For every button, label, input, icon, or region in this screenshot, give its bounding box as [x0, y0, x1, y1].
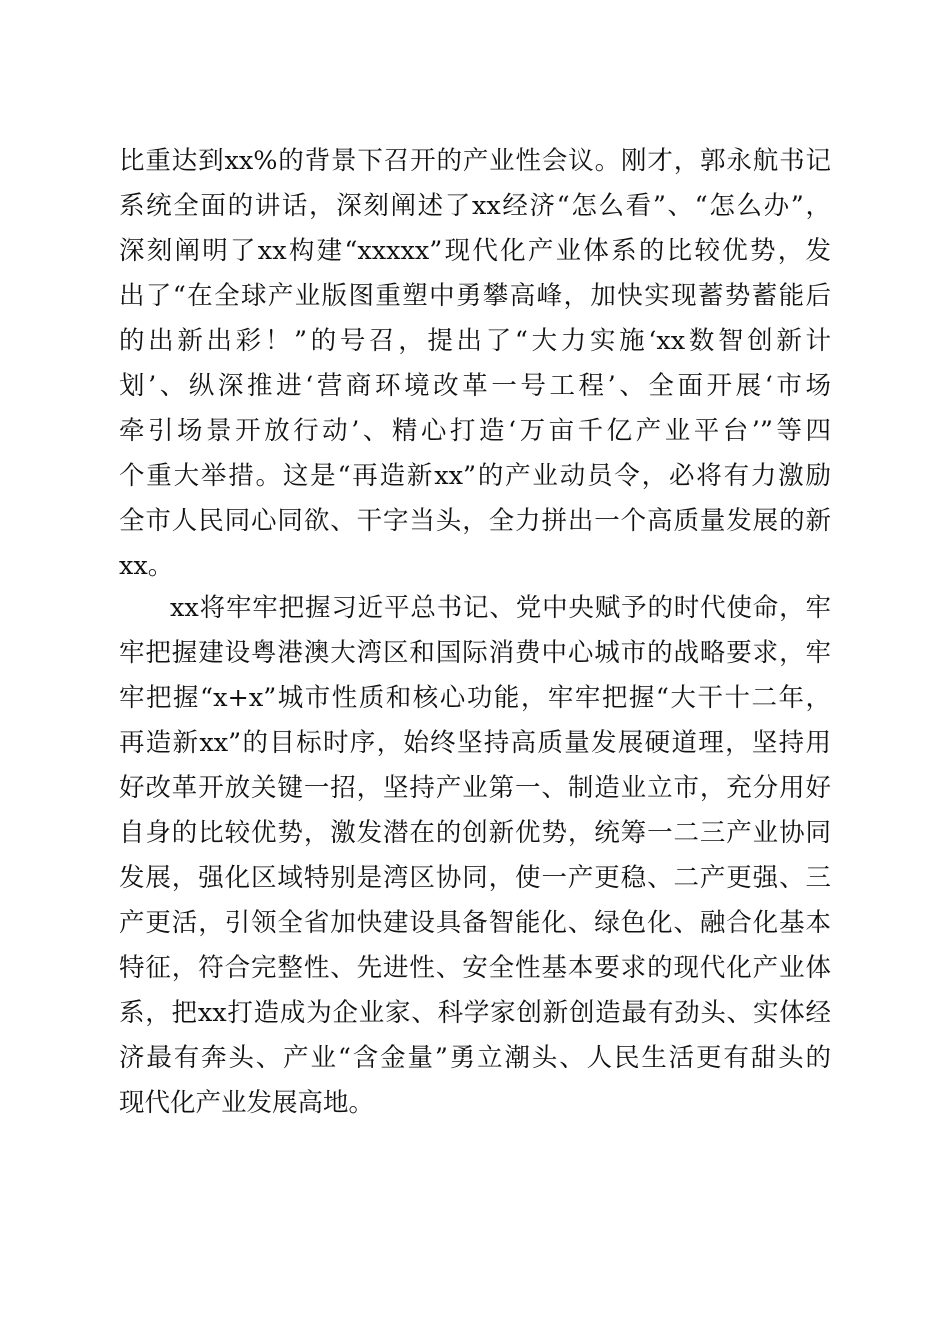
paragraph-line: 济最有奔头、产业“含金量”勇立潮头、人民生活更有甜头的: [119, 1043, 831, 1073]
paragraph-line: 发展，强化区域特别是湾区协同，使一产更稳、二产更强、三: [119, 863, 831, 893]
paragraph-line: 全市人民同心同欲、干字当头，全力拼出一个高质量发展的新: [119, 506, 831, 536]
paragraph-line: 自身的比较优势，激发潜在的创新优势，统筹一二三产业协同: [119, 818, 831, 848]
paragraph-line: 划’、纵深推进‘营商环境改革一号工程’、全面开展‘市场: [119, 371, 831, 401]
paragraph-line: 系统全面的讲话，深刻阐述了xx经济“怎么看”、“怎么办”，: [119, 191, 831, 221]
paragraph-line: 比重达到xx%的背景下召开的产业性会议。刚才，郭永航书记: [119, 146, 831, 176]
paragraph-line: 好改革开放关键一招，坚持产业第一、制造业立市，充分用好: [119, 773, 831, 803]
paragraph-line: xx。: [119, 551, 174, 581]
paragraph-line: 再造新xx”的目标时序，始终坚持高质量发展硬道理，坚持用: [119, 728, 831, 758]
paragraph-line: 特征，符合完整性、先进性、安全性基本要求的现代化产业体: [119, 953, 831, 983]
paragraph-line: 现代化产业发展高地。: [119, 1088, 375, 1118]
paragraph-line: 牢把握建设粤港澳大湾区和国际消费中心城市的战略要求，牢: [119, 638, 831, 668]
paragraph-line: 出了“在全球产业版图重塑中勇攀高峰，加快实现蓄势蓄能后: [119, 281, 831, 311]
paragraph-line: xx将牢牢把握习近平总书记、党中央赋予的时代使命，牢: [170, 593, 831, 623]
paragraph-line: 的出新出彩！”的号召，提出了“大力实施‘xx数智创新计: [119, 326, 831, 356]
paragraph-line: 产更活，引领全省加快建设具备智能化、绿色化、融合化基本: [119, 908, 831, 938]
paragraph-2: [119, 586, 831, 1126]
paragraph-line: 牵引场景开放行动’、精心打造‘万亩千亿产业平台’”等四: [119, 416, 831, 446]
paragraph-line: 牢把握“x+x”城市性质和核心功能，牢牢把握“大干十二年，: [119, 683, 831, 713]
paragraph-line: 系，把xx打造成为企业家、科学家创新创造最有劲头、实体经: [119, 998, 831, 1028]
paragraph-line: 深刻阐明了xx构建“xxxxx”现代化产业体系的比较优势，发: [119, 236, 831, 266]
paragraph-line: 个重大举措。这是“再造新xx”的产业动员令，必将有力激励: [119, 461, 831, 491]
paragraph-1: [119, 139, 831, 589]
